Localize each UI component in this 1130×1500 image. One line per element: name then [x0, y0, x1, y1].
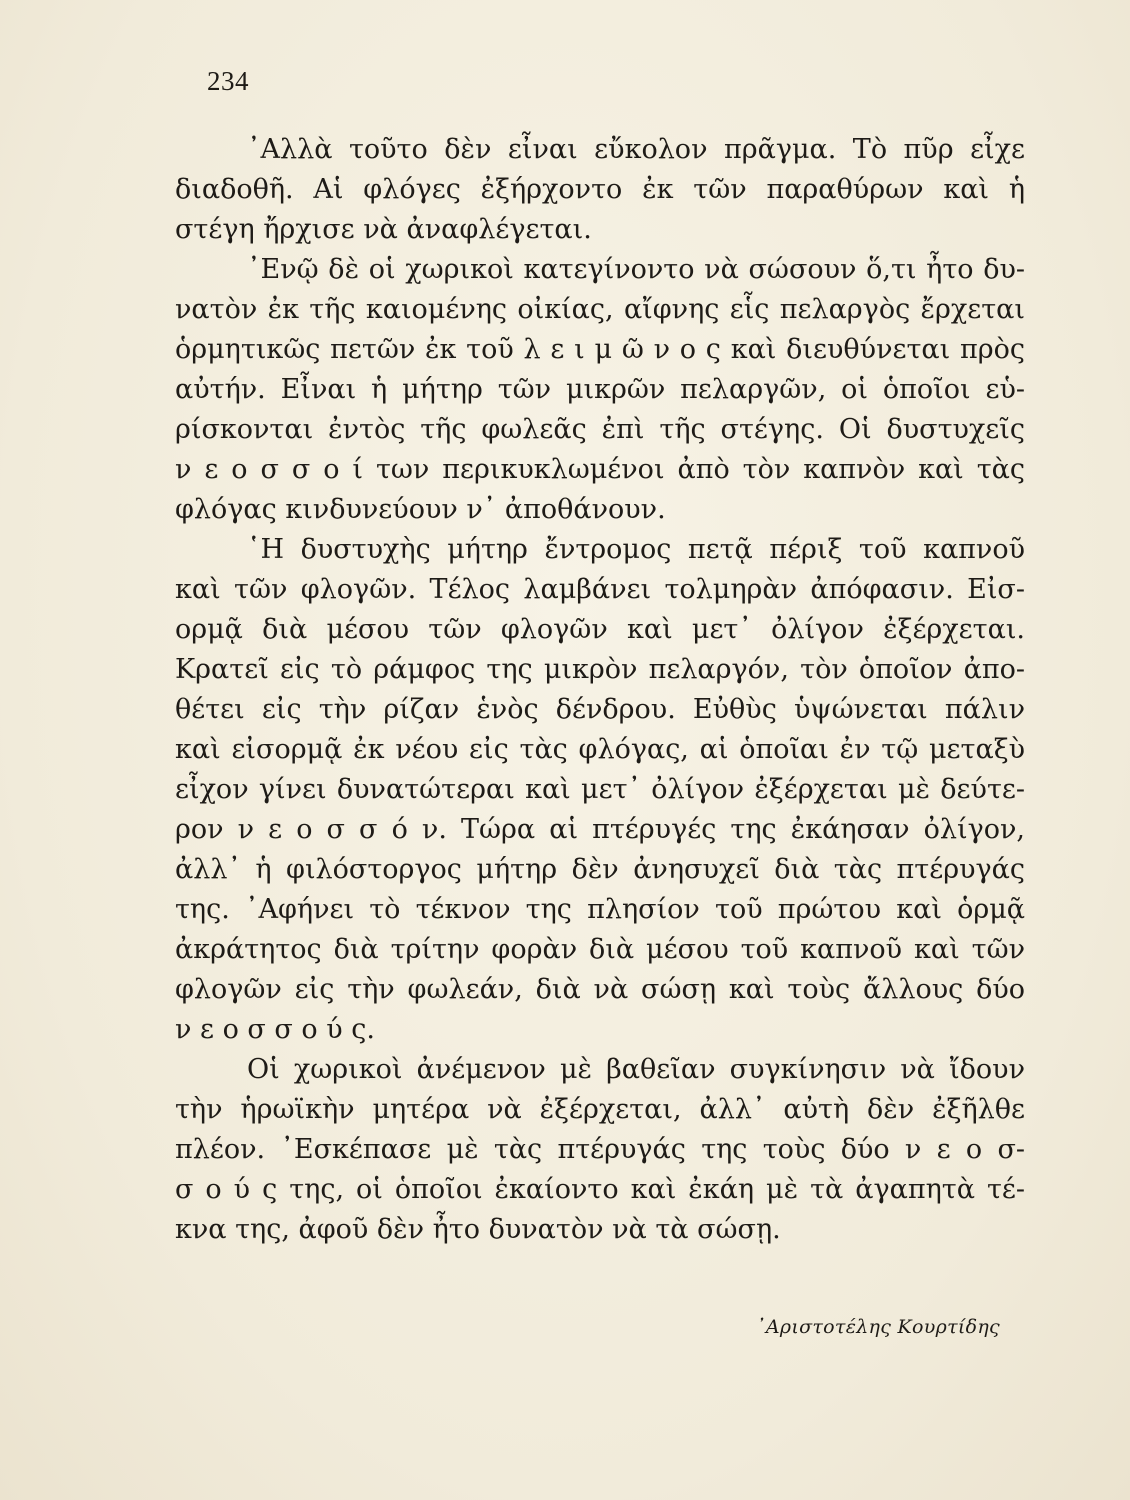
text-line: Κρατεῖ εἰς τὸ ράμφος της μικρὸν πελαργόν, τὸν ὁποῖον ἀπο- [175, 654, 1025, 685]
paragraph [175, 1050, 1025, 1250]
text-line: ορμᾷ διὰ μέσου τῶν φλογῶν καὶ μετ᾿ ὀλίγον ἐξέρχεται. [175, 614, 1025, 645]
text-line: στέγη ἤρχισε νὰ ἀναφλέγεται. [175, 214, 592, 245]
text-line: ῾Η δυστυχὴς μήτηρ ἔντρομος πετᾷ πέριξ τοῦ καπνοῦ [247, 534, 1025, 565]
page-number: 234 [207, 66, 249, 96]
text-line: Οἱ χωρικοὶ ἀνέμενον μὲ βαθεῖαν συγκίνησιν νὰ ἴδουν [247, 1054, 1025, 1085]
text-line: καὶ τῶν φλογῶν. Τέλος λαμβάνει τολμηρὰν ἀπόφασιν. Εἰσ- [175, 574, 1025, 605]
text-line: ν ε ο σ σ ο ύ ς. [175, 1014, 375, 1045]
text-line: κνα της, ἀφοῦ δὲν ἦτο δυνατὸν νὰ τὰ σώσῃ. [175, 1214, 781, 1245]
text-line: ᾿Αλλὰ τοῦτο δὲν εἶναι εὔκολον πρᾶγμα. Τὸ πῦρ εἶχε [247, 134, 1025, 165]
text-line: ρίσκονται ἐντὸς τῆς φωλεᾶς ἐπὶ τῆς στέγης. Οἱ δυστυχεῖς [175, 414, 1025, 445]
text-line: καὶ εἰσορμᾷ ἐκ νέου εἰς τὰς φλόγας, αἱ ὁποῖαι ἐν τῷ μεταξὺ [175, 734, 1025, 765]
text-line: ἀλλ᾿ ἡ φιλόστοργος μήτηρ δὲν ἀνησυχεῖ διὰ τὰς πτέρυγάς [175, 854, 1025, 885]
text-line: αὐτήν. Εἶναι ἡ μήτηρ τῶν μικρῶν πελαργῶν, οἱ ὁποῖοι εὑ- [175, 374, 1025, 405]
paragraph [175, 530, 1025, 1050]
text-line: διαδοθῆ. Αἱ φλόγες ἐξήρχοντο ἐκ τῶν παραθύρων καὶ ἡ [175, 174, 1025, 205]
text-line: τὴν ἡρωϊκὴν μητέρα νὰ ἐξέρχεται, ἀλλ᾿ αὐτὴ δὲν ἐξῆλθε [175, 1094, 1025, 1125]
text-line: ἀκράτητος διὰ τρίτην φορὰν διὰ μέσου τοῦ καπνοῦ καὶ τῶν [175, 934, 1025, 965]
text-line: θέτει εἰς τὴν ρίζαν ἑνὸς δένδρου. Εὐθὺς ὑψώνεται πάλιν [175, 694, 1025, 725]
text-line: ὁρμητικῶς πετῶν ἐκ τοῦ λ ε ι μ ῶ ν ο ς καὶ διευθύνεται πρὸς [175, 334, 1025, 365]
text-line: φλογῶν εἰς τὴν φωλεάν, διὰ νὰ σώσῃ καὶ τοὺς ἄλλους δύο [175, 974, 1025, 1005]
text-line: της. ᾿Αφήνει τὸ τέκνον της πλησίον τοῦ πρώτου καὶ ὁρμᾷ [175, 894, 1025, 925]
text-line: εἶχον γίνει δυνατώτεραι καὶ μετ᾿ ὀλίγον ἐξέρχεται μὲ δεύτε- [175, 774, 1025, 805]
text-line: πλέον. ᾿Εσκέπασε μὲ τὰς πτέρυγάς της τοὺς δύο ν ε ο σ- [175, 1134, 1025, 1165]
body-text [175, 130, 1025, 1250]
text-line: ν ε ο σ σ ο ί των περικυκλωμένοι ἀπὸ τὸν καπνὸν καὶ τὰς [175, 454, 1025, 485]
text-line: ρον ν ε ο σ σ ό ν. Τώρα αἱ πτέρυγές της ἐκάησαν ὀλίγον, [175, 814, 1025, 845]
text-line: φλόγας κινδυνεύουν ν᾿ ἀποθάνουν. [175, 494, 666, 525]
author-signature: ᾿Αριστοτέλης Κουρτίδης [756, 1316, 1000, 1338]
paragraph [175, 250, 1025, 530]
text-line: ᾿Ενῷ δὲ οἱ χωρικοὶ κατεγίνοντο νὰ σώσουν ὅ,τι ἦτο δυ- [247, 254, 1025, 285]
text-line: σ ο ύ ς της, οἱ ὁποῖοι ἐκαίοντο καὶ ἐκάη μὲ τὰ ἀγαπητὰ τέ- [175, 1174, 1025, 1205]
text-line: νατὸν ἐκ τῆς καιομένης οἰκίας, αἴφνης εἷς πελαργὸς ἔρχεται [175, 294, 1025, 325]
paragraph [175, 130, 1025, 250]
